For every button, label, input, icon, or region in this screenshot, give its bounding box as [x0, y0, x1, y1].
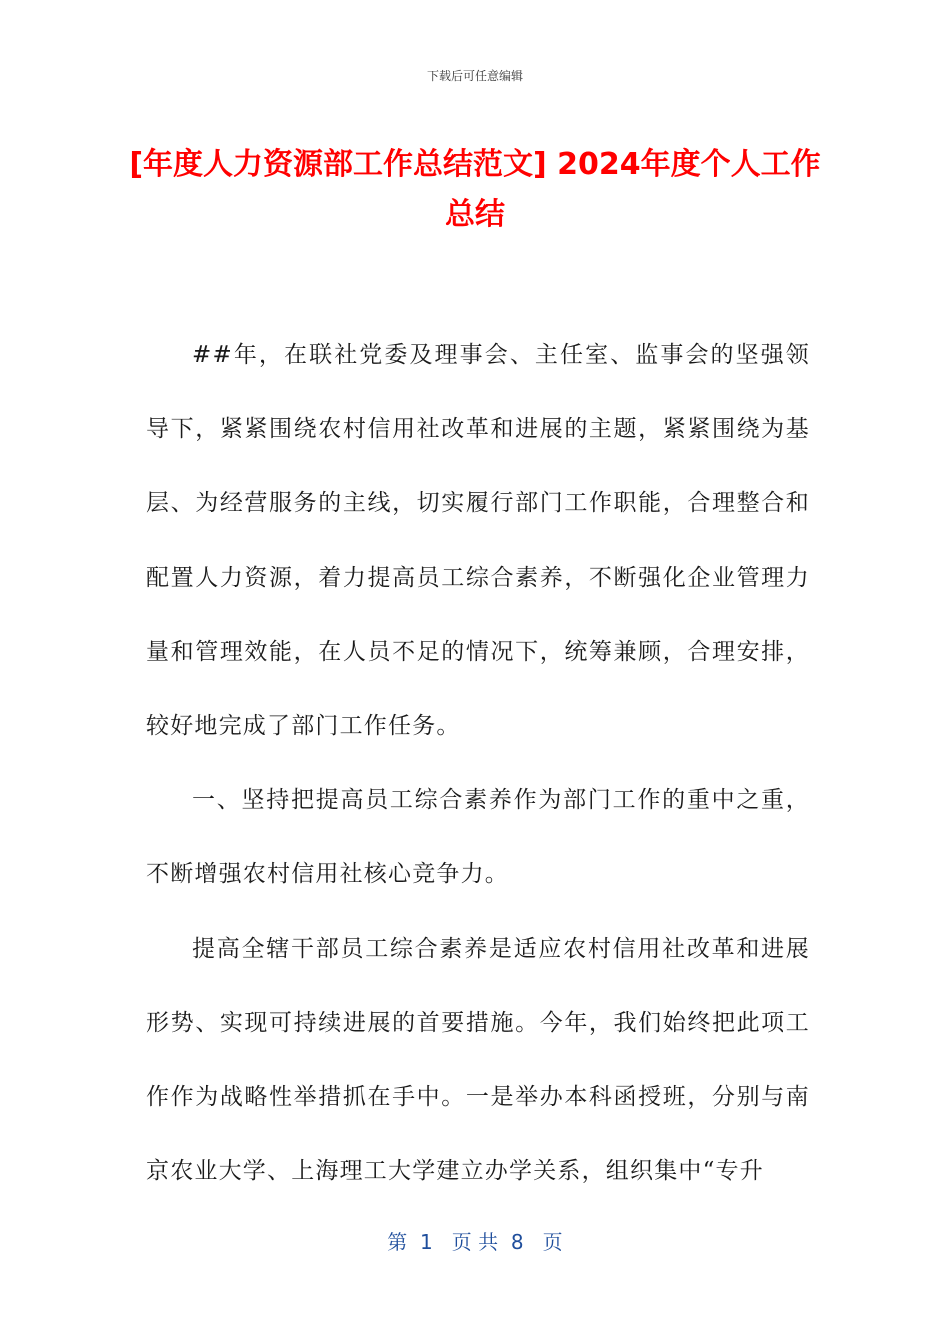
body-paragraph: 提高全辖干部员工综合素养是适应农村信用社改革和进展形势、实现可持续进展的首要措施。今年，我们始终把此项工作作为战略性举措抓在手中。一是举办本科函授班，分别与南京农业大学、上海理工大学建立办学关系，组织集中“专升 [146, 935, 810, 1185]
page-number-footer: 第 1 页 共 8 页 [387, 1230, 563, 1254]
section-heading-paragraph: 一、坚持把提高员工综合素养作为部门工作的重中之重，不断增强农村信用社核心竞争力。 [146, 787, 810, 888]
document-title: [年度人力资源部工作总结范文] 2024年度个人工作总结 [129, 147, 821, 232]
document-body [146, 318, 810, 1208]
download-editable-note: 下载后可任意编辑 [426, 69, 523, 83]
body-paragraph: ##年，在联社党委及理事会、主任室、监事会的坚强领导下，紧紧围绕农村信用社改革和进展的主题，紧紧围绕为基层、为经营服务的主线，切实履行部门工作职能，合理整合和配置人力资源，着力提高员工综合素养，不断强化企业管理力量和管理效能，在人员不足的情况下，统筹兼顾，合理安排，较好地完成了部门工作任务。 [146, 342, 810, 740]
